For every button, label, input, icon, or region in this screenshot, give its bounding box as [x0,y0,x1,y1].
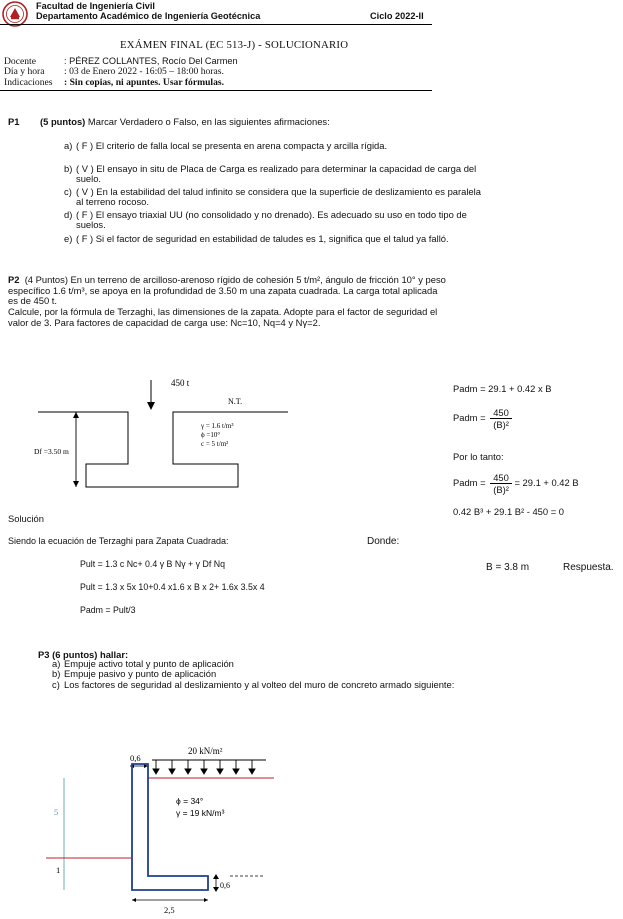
p3-retaining-wall-diagram [40,740,290,916]
p3-title: P3 (6 puntos) hallar: [38,649,129,660]
therefore-label: Por lo tanto: [453,451,504,462]
equation-intro: Siendo la ecuación de Terzaghi para Zapata Cuadrada: [8,536,229,546]
academic-cycle: Ciclo 2022-II [370,11,424,21]
allowable-load-equation: Padm = Pult/3 [80,605,136,615]
where-label: Donde: [367,536,400,547]
exam-title: EXÁMEN FINAL (EC 513-J) - SOLUCIONARIO [120,39,349,51]
teacher-label: Docente [4,56,36,67]
result-padm-load: Padm = $\frac{450}{\text{(B)²}}$ [453,407,512,430]
p1-intro-text: Marcar Verdadero o Falso, en las siguientes afirmaciones: [85,116,330,127]
p1-intro [40,116,330,127]
result-padm-linear: Padm = 29.1 + 0.42 x B [453,383,552,394]
p3-top-width-label: 0,6 [130,753,141,763]
p3-item-b: b) Empuje pasivo y punto de aplicación [52,668,217,679]
p1-item-e: e) ( F ) Si el factor de seguridad en estabilidad de taludes es 1, significa que el talud ya falló. [64,233,449,244]
terzaghi-substitution: Pult = 1.3 x 5x 10+0.4 x1.6 x B x 2+ 1.6x 3.5x 4 [80,582,265,592]
p1-item-c: c) ( V ) En la estabilidad del talud infinito se considera que la superficie de deslizamiento es paralela al terreno rocoso. [64,186,481,208]
answer-value: B = 3.8 m [486,562,530,573]
p3-unit-weight: γ = 19 kN/m³ [176,808,225,818]
terzaghi-equation: Pult = 1.3 c Nc+ 0.4 γ B Nγ + γ Df Nq [80,559,225,569]
p2-cohesion: c = 5 t/m² [201,440,229,448]
teacher-value: : PÉREZ COLLANTES, Rocío Del Carmen [64,56,238,66]
p2-load-label: 450 t [171,378,190,388]
p2-number: P2 [8,274,20,285]
p1-item-a: a) ( F ) El criterio de falla local se presenta en arena compacta y arcilla rígida. [64,140,388,151]
p2-footing-diagram [28,374,288,498]
date-label: Día y hora [4,66,45,77]
answer-label: Respuesta. [563,562,614,573]
info-divider [0,90,432,91]
faculty-name: Facultad de Ingeniería Civil [36,1,155,11]
p1-number: P1 [8,116,20,127]
solution-label: Solución [8,513,44,524]
p2-statement-text: (4 Puntos) En un terreno de arcilloso-arenoso rígido de cohesión 5 t/m², ángulo de fricción 10° y peso específico 1.6 t/m³, se apoya en la profundidad de 3.50 m una zapata cuadrada. La carga total aplicada es de 450 t. [8,274,446,307]
p2-statement-1 [8,275,448,307]
indications-value: : Sin copias, ni apuntes. Usar fórmulas. [64,77,225,88]
p3-item-a: a) Empuje activo total y punto de aplicación [52,658,234,669]
p3-base-width: 2,5 [164,905,175,915]
p1-points: (5 puntos) [40,116,86,127]
p2-unit-weight: γ = 1.6 t/m³ [201,422,234,430]
p3-surcharge-label: 20 kN/m² [188,746,223,756]
p2-depth-label: Df =3.50 m [34,447,69,456]
cubic-equation: 0.42 B³ + 29.1 B² - 450 = 0 [453,506,565,517]
p2-friction-angle: ϕ =10° [201,431,221,439]
p3-item-c: c) Los factores de seguridad al deslizamiento y al volteo del muro de concreto armado siguiente: [52,679,455,690]
date-value: : 03 de Enero 2022 - 16:05 – 18:00 horas. [64,66,224,77]
p3-height-1: 1 [56,865,61,875]
header-divider [0,24,432,25]
p1-item-d: d) ( F ) El ensayo triaxial UU (no consolidado y no drenado). Es adecuado su uso en todo tipo de suelos. [64,209,467,231]
p2-ground-level-label: N.T. [228,397,243,406]
indications-label: Indicaciones [4,77,53,88]
p3-friction-angle: ϕ = 34° [176,796,204,806]
result-equality: Padm = $\frac{450}{\text{(B)²}}$ = 29.1 + 0.42 B [453,472,579,495]
p3-base-thickness: 0,6 [220,881,230,890]
p1-item-b: b) ( V ) El ensayo in situ de Placa de Carga es realizado para determinar la capacidad de carga del suelo. [64,163,477,185]
p2-statement-2: Calcule, por la fórmula de Terzaghi, las dimensiones de la zapata. Adopte para el factor de seguridad el valor de 3. Para factores de capacidad de carga use: Nc=10, Nq=4 y Nγ=2. [8,306,438,328]
department-name: Departamento Académico de Ingeniería Geotécnica [36,11,261,21]
p3-height-5: 5 [54,807,59,817]
